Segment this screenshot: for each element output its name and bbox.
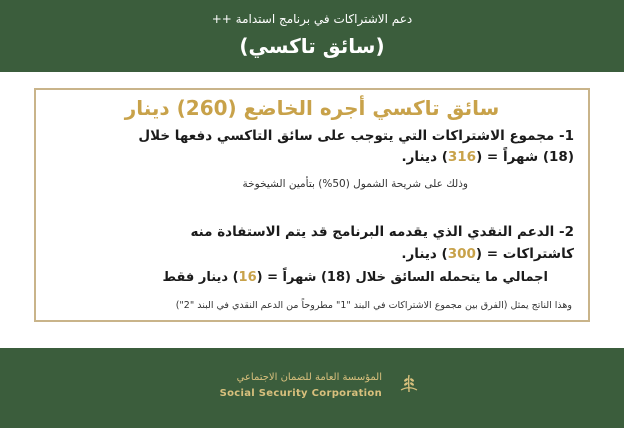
card-title: سائق تاكسي أجره الخاضع (260) دينار — [124, 96, 500, 120]
footer-bar — [0, 348, 624, 428]
item2-value: 300 — [447, 246, 476, 262]
note-explanation: وهذا الناتج يمثل (الفرق بين مجموع الاشتراكات في البند "1" مطروحاً من الدعم النقدي في البند "2") — [175, 300, 572, 311]
total-prefix: اجمالي ما يتحمله السائق خلال (18) شهراً = ( — [256, 270, 548, 285]
item1-value: 316 — [447, 149, 477, 165]
wheat-emblem-icon — [398, 372, 420, 394]
item1-line1: 1- مجموع الاشتراكات التي يتوجب على سائق التاكسي دفعها خلال — [138, 128, 574, 144]
header-title: (سائق تاكسي) — [239, 34, 385, 58]
total-suffix: ) دينار فقط — [162, 270, 239, 285]
org-name-arabic: المؤسسة العامة للضمان الاجتماعي — [236, 372, 382, 383]
item1-prefix: (18) شهراً = ( — [476, 149, 574, 165]
header-banner — [0, 0, 624, 72]
info-card — [34, 88, 590, 322]
header-subtitle: دعم الاشتراكات في برنامج استدامة ++ — [211, 12, 413, 26]
item2-line2 — [401, 246, 574, 262]
item2-prefix: كاشتراكات = ( — [475, 246, 574, 262]
item1-suffix: ) دينار. — [401, 149, 448, 165]
total-line — [163, 270, 548, 285]
total-value: 16 — [238, 270, 257, 285]
org-name-english: Social Security Corporation — [219, 388, 382, 399]
item2-suffix: ) دينار. — [401, 246, 448, 262]
item1-line2 — [402, 149, 574, 165]
item2-line1: 2- الدعم النقدي الذي يقدمه البرنامج قد يتم الاستفادة منه — [190, 224, 574, 240]
note-coverage: وذلك على شريحة الشمول (50%) بتأمين الشيخوخة — [242, 178, 468, 190]
